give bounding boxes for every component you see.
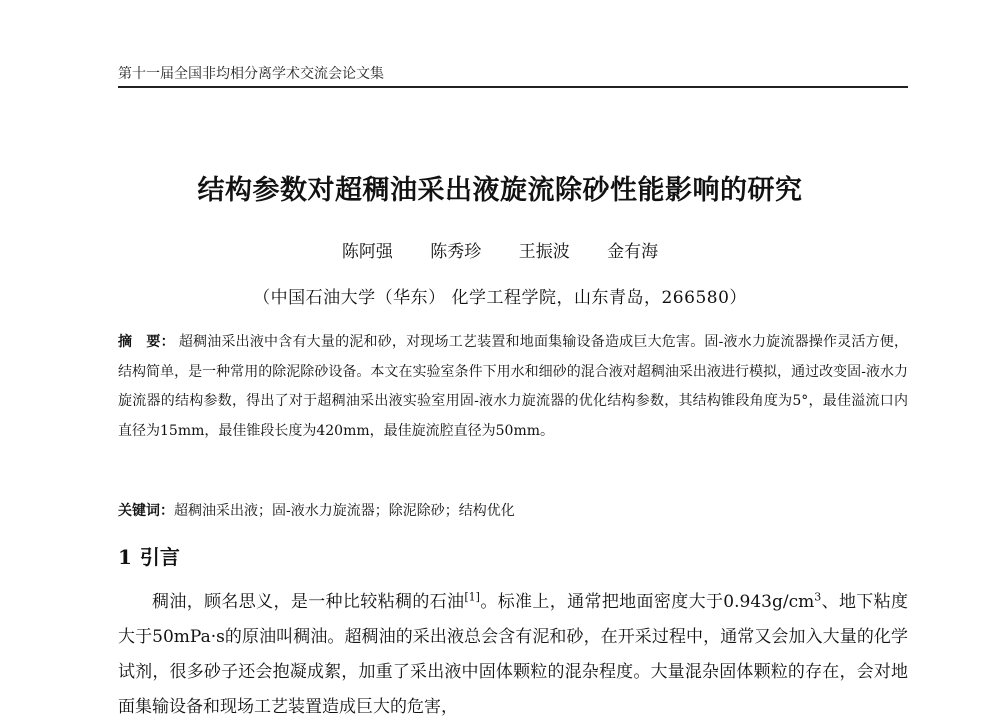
intro-paragraph bbox=[118, 585, 908, 725]
section-number: 1 bbox=[118, 545, 132, 569]
header-rule bbox=[118, 86, 908, 88]
keywords-text: 超稠油采出液；固-液水力旋流器；除泥除砂；结构优化 bbox=[174, 503, 515, 519]
abstract-text: 超稠油采出液中含有大量的泥和砂，对现场工艺装置和地面集输设备造成巨大危害。固-液水力旋流器操作灵活方便，结构简单，是一种常用的除泥除砂设备。本文在实验室条件下用水和细砂的混合液对超稠油采出液进行模拟，通过改变固-液水力旋流器的结构参数，得出了对于超稠油采出液实验室用固-液水力旋流器的优化结构参数，其结构锥段角度为5°，最佳溢流口内直径为15mm，最佳锥段长度为420mm，最佳旋流腔直径为50mm。 bbox=[118, 334, 909, 439]
unit-superscript: 3 bbox=[814, 590, 822, 604]
keywords bbox=[118, 500, 908, 520]
section-title: 引言 bbox=[139, 545, 180, 569]
author-2: 陈秀珍 bbox=[430, 242, 482, 262]
para-part-1: 稠油，顾名思义，是一种比较粘稠的石油 bbox=[152, 592, 465, 612]
author-list bbox=[0, 237, 1000, 262]
author-4: 金有海 bbox=[607, 242, 659, 262]
section-heading bbox=[118, 541, 180, 570]
keywords-label: 关键词： bbox=[118, 503, 174, 519]
para-part-2: 。标准上，通常把地面密度大于0.943g/cm bbox=[479, 592, 815, 612]
para-part-3: 、地下粘度大于50mPa·s的原油叫稠油。超稠油的采出液总会含有泥和砂，在开采过程中，通常又会加入大量的化学试剂，很多砂子还会抱凝成絮，加重了采出液中固体颗粒的混杂程度。大量混杂固体颗粒的存在，会对地面集输设备和现场工艺装置造成巨大的危害， bbox=[118, 592, 909, 717]
abstract bbox=[118, 328, 908, 446]
running-header: 第十一届全国非均相分离学术交流会论文集 bbox=[118, 66, 384, 82]
paper-title: 结构参数对超稠油采出液旋流除砂性能影响的研究 bbox=[197, 175, 803, 206]
abstract-label: 摘 要： bbox=[118, 334, 175, 350]
author-3: 王振波 bbox=[518, 242, 570, 262]
citation-ref: [1] bbox=[464, 590, 480, 604]
affiliation: （中国石油大学（华东） 化学工程学院，山东青岛，266580） bbox=[253, 288, 747, 308]
author-1: 陈阿强 bbox=[341, 242, 393, 262]
